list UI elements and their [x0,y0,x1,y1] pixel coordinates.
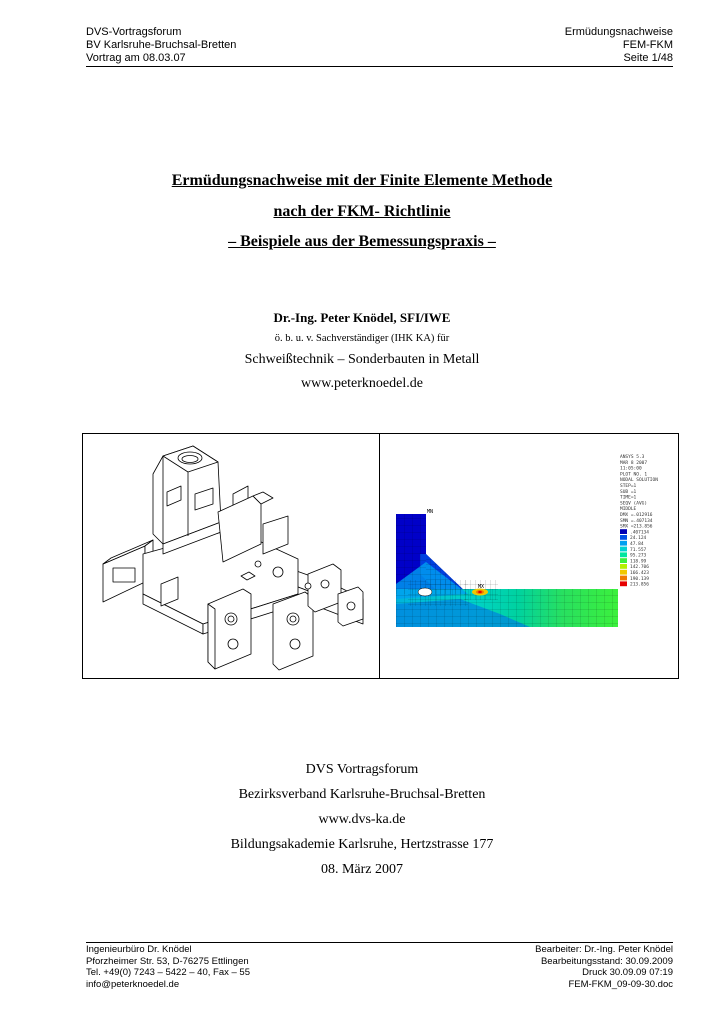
fem-legend-swatch [620,564,627,569]
footer-phone: Tel. +49(0) 7243 – 5422 – 40, Fax – 55 [86,967,250,978]
header-forum: DVS-Vortragsforum [86,26,182,38]
footer-company: Ingenieurbüro Dr. Knödel [86,944,192,955]
footer-address: Pforzheimer Str. 53, D-76275 Ettlingen [86,955,249,967]
fem-legend-swatch [620,547,627,552]
fem-legend-value: 213.856 [630,582,649,588]
header-left [86,26,236,65]
header-district: BV Karlsruhe-Bruchsal-Bretten [86,39,237,51]
header-right [565,26,673,65]
fem-legend-swatch [620,535,627,540]
fem-legend-value: 24.124 [630,536,647,542]
fem-legend-value: .407134 [630,530,649,536]
fem-label-mn: MN [427,509,434,515]
fem-info-line: MIDDLE [620,507,637,513]
fem-info-block [620,454,658,530]
fem-plot-svg [380,434,678,678]
fem-info-line: NODAL SOLUTION [620,478,658,484]
fem-hole [418,588,432,596]
fem-result-plot [380,434,678,678]
fem-legend [620,529,649,587]
footer-editor: Bearbeiter: Dr.-Ing. Peter Knödel [535,944,673,955]
fem-legend-value: 95.273 [630,553,647,559]
author-name: Dr.-Ing. Peter Knödel, SFI/IWE [273,310,451,325]
fem-legend-swatch [620,541,627,546]
fem-info-line: PLOT NO. 1 [620,472,648,478]
fem-legend-value: 71.557 [630,547,647,553]
footer-print: Druck 30.09.09 07:19 [582,967,673,978]
cad-model-drawing [83,434,379,678]
page-header [86,26,673,67]
fem-info-line: TIME=1 [620,495,637,501]
fem-legend-swatch [620,576,627,581]
title-line-1: Ermüdungsnachweise mit der Finite Elemente Methode [171,172,553,189]
footer-filename: FEM-FKM_09-09-30.doc [568,978,673,990]
author-field: Schweißtechnik – Sonderbauten in Metall [244,352,480,367]
fem-legend-swatch [620,570,627,575]
author-role: ö. b. u. v. Sachverständiger (IHK KA) für [274,333,450,344]
event-date: 08. März 2007 [320,862,404,877]
header-rule [86,66,673,67]
fem-label-mx: MX [478,584,485,590]
footer-right [535,944,673,990]
fem-info-line: STEP=1 [620,484,637,489]
fem-info-line: SUB =1 [620,489,637,495]
event-venue: Bildungsakademie Karlsruhe, Hertzstrasse 177 [230,837,494,852]
footer-left [86,944,250,990]
footer-email: info@peterknoedel.de [86,978,180,990]
fem-legend-swatch [620,529,627,534]
header-date: Vortrag am 08.03.07 [86,52,186,64]
fem-legend-swatch [620,558,627,563]
header-page: Seite 1/48 [623,52,673,64]
header-topic: Ermüdungsnachweise [564,26,673,38]
fem-info-line: DMX =.012916 [620,513,653,518]
fem-info-line: 11:05:00 [620,466,642,472]
event-district: Bezirksverband Karlsruhe-Bruchsal-Bretten [238,787,486,802]
event-name: DVS Vortragsforum [305,762,419,777]
fem-legend-swatch [620,581,627,586]
fem-info-line: MAR 8 2007 [620,460,648,466]
fem-legend-value: 47.84 [630,542,644,547]
fem-legend-value: 190.139 [630,576,649,582]
fem-legend-value: 118.99 [630,559,647,565]
footer-status: Bearbeitungsstand: 30.09.2009 [540,955,673,967]
fem-info-line: ANSYS 5.3 [620,455,645,460]
fem-legend-value: 142.706 [630,565,649,571]
event-website: www.dvs-ka.de [318,812,406,827]
cad-model-svg [83,434,379,678]
title-line-2: nach der FKM- Richtlinie [273,203,451,220]
figure-panel [82,433,679,679]
fem-info-line: SMN =.407134 [620,518,653,524]
fem-info-line: SMX =213.856 [620,524,653,530]
fem-info-line: SEQV (AVG) [620,501,648,507]
footer-rule [86,942,673,943]
fem-legend-value: 166.423 [630,571,649,576]
title-line-3: – Beispiele aus der Bemessungspraxis – [228,233,496,250]
header-code: FEM-FKM [622,39,673,51]
author-website: www.peterknoedel.de [301,376,423,391]
fem-legend-swatch [620,552,627,557]
